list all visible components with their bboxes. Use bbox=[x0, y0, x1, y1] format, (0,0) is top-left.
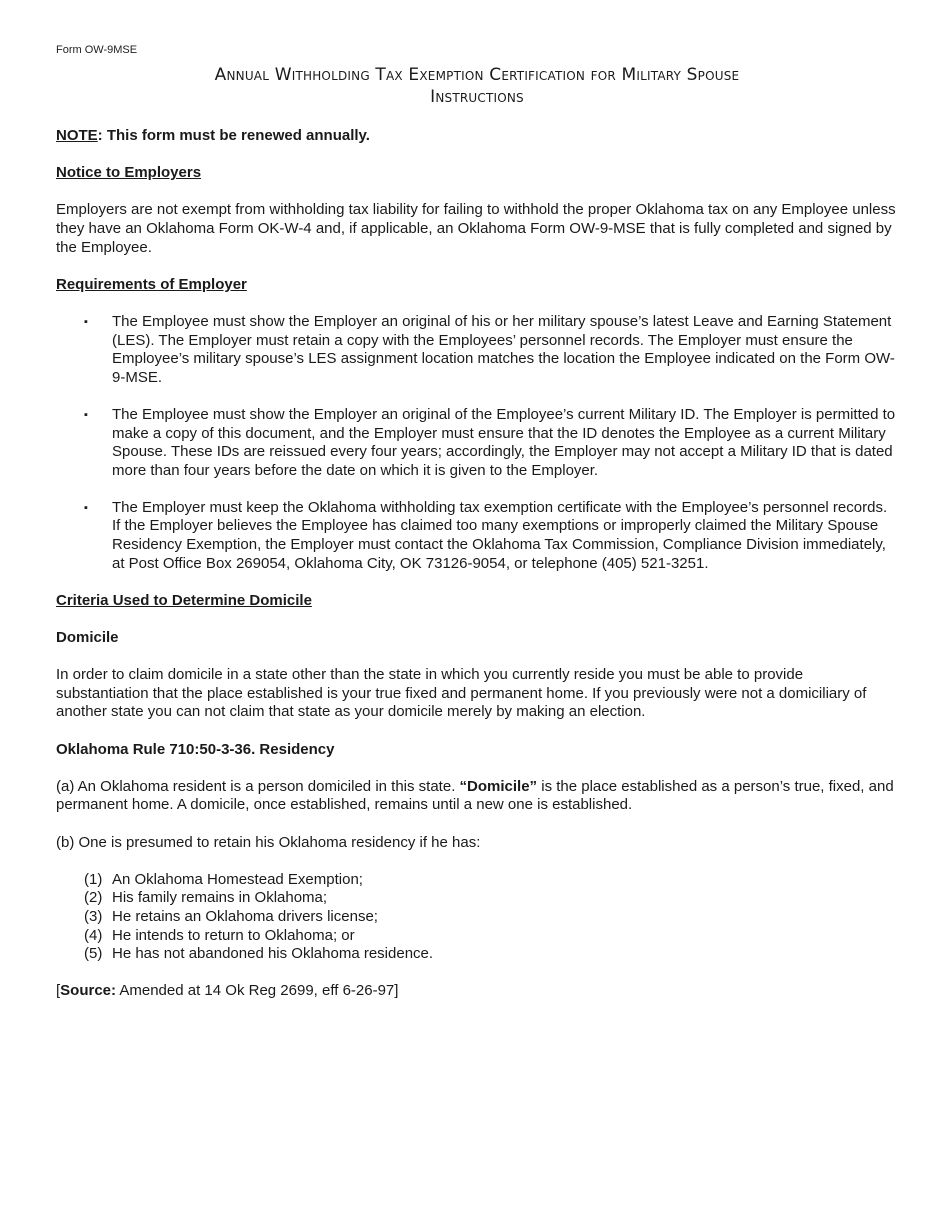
bullet-icon: ▪ bbox=[84, 501, 88, 514]
rule-paragraph-b: (b) One is presumed to retain his Oklahoma residency if he has: bbox=[56, 833, 481, 851]
list-item bbox=[84, 927, 898, 946]
requirement-text: The Employee must show the Employer an original of the Employee’s current Military ID. The Employer is permitted to make a copy of this document, and the Employer must ensure that the ID denotes the Employee as a current Military Spouse. These IDs are reissued every four years; accordingly, the Employer may not accept a Military ID that is dated more than four years before the date on which it is given to the Employer. bbox=[112, 405, 896, 479]
item-number: (3) bbox=[84, 907, 103, 925]
requirement-item bbox=[56, 499, 898, 573]
instructions-page bbox=[56, 43, 898, 1001]
requirement-item bbox=[56, 406, 898, 480]
source-text: Amended at 14 Ok Reg 2699, eff 6-26-97] bbox=[116, 982, 399, 1000]
item-text: He retains an Oklahoma drivers license; bbox=[112, 907, 378, 925]
domicile-body: In order to claim domicile in a state other than the state in which you currently reside you must be able to provide substantiation that the place established is your true fixed and permanent home. If you previously were not a domiciliary of another state you can not claim that state as your domicile merely by making an election. bbox=[56, 666, 867, 721]
domicile-term: “Domicile” bbox=[459, 777, 538, 795]
requirement-item bbox=[56, 313, 898, 387]
rule-a-rest: is the place established as a person’s true, fixed, and permanent home. A domicile, once established, remains until a new one is established. bbox=[56, 777, 894, 814]
note-label: NOTE bbox=[56, 127, 98, 144]
requirements-heading: Requirements of Employer bbox=[56, 275, 247, 293]
source-bracket: [ bbox=[56, 982, 61, 1000]
page-title bbox=[56, 64, 898, 108]
bullet-icon: ▪ bbox=[84, 315, 88, 328]
rule-paragraph-a bbox=[56, 778, 898, 815]
rule-a-prefix: (a) An Oklahoma resident is a person domiciled in this state. bbox=[56, 777, 460, 795]
title-line-1: Annual Withholding Tax Exemption Certification for Military Spouse bbox=[214, 65, 740, 85]
item-number: (5) bbox=[84, 945, 103, 963]
item-text: He has not abandoned his Oklahoma residence. bbox=[112, 945, 434, 963]
requirement-text: The Employer must keep the Oklahoma withholding tax exemption certificate with the Employee’s personnel records. If the Employer believes the Employee has claimed too many exemptions or improperly claimed the Military Spouse Residency Exemption, the Employer must contact the Oklahoma Tax Commission, Compliance Division immediately, at Post Office Box 269054, Oklahoma City, OK 73126-9054, or telephone (405) 521-3251. bbox=[112, 498, 888, 572]
item-number: (2) bbox=[84, 889, 103, 907]
item-text: An Oklahoma Homestead Exemption; bbox=[112, 870, 363, 888]
item-number: (4) bbox=[84, 926, 103, 944]
source-label: Source: bbox=[60, 982, 117, 1000]
requirements-list bbox=[56, 313, 898, 573]
list-item bbox=[84, 945, 898, 964]
residency-conditions-list bbox=[56, 871, 898, 964]
rule-heading: Oklahoma Rule 710:50-3-36. Residency bbox=[56, 740, 335, 758]
bullet-icon: ▪ bbox=[84, 408, 88, 421]
item-text: He intends to return to Oklahoma; or bbox=[112, 926, 355, 944]
source-citation bbox=[56, 982, 898, 1001]
note-text: : This form must be renewed annually. bbox=[97, 127, 370, 144]
requirement-text: The Employee must show the Employer an original of his or her military spouse’s latest Leave and Earning Statement (LES). The Employer must retain a copy with the Employees’ personnel records. The Employer must ensure the Employee’s military spouse’s LES assignment location matches the location the Employee indicated on the Form OW-9-MSE. bbox=[112, 312, 895, 386]
item-text: His family remains in Oklahoma; bbox=[112, 889, 328, 907]
list-item bbox=[84, 871, 898, 890]
title-line-2: Instructions bbox=[430, 87, 524, 107]
item-number: (1) bbox=[84, 870, 103, 888]
criteria-heading: Criteria Used to Determine Domicile bbox=[56, 591, 312, 609]
notice-to-employers-body: Employers are not exempt from withholding tax liability for failing to withhold the proper Oklahoma tax on any Employee unless they have an Oklahoma Form OK-W-4 and, if applicable, an Oklahoma Form OW-9-MSE that is fully completed and signed by the Employee. bbox=[56, 201, 896, 256]
list-item bbox=[84, 889, 898, 908]
domicile-heading: Domicile bbox=[56, 629, 119, 647]
renewal-note bbox=[56, 127, 898, 146]
form-number: Form OW-9MSE bbox=[56, 44, 138, 56]
notice-to-employers-heading: Notice to Employers bbox=[56, 164, 202, 182]
list-item bbox=[84, 908, 898, 927]
